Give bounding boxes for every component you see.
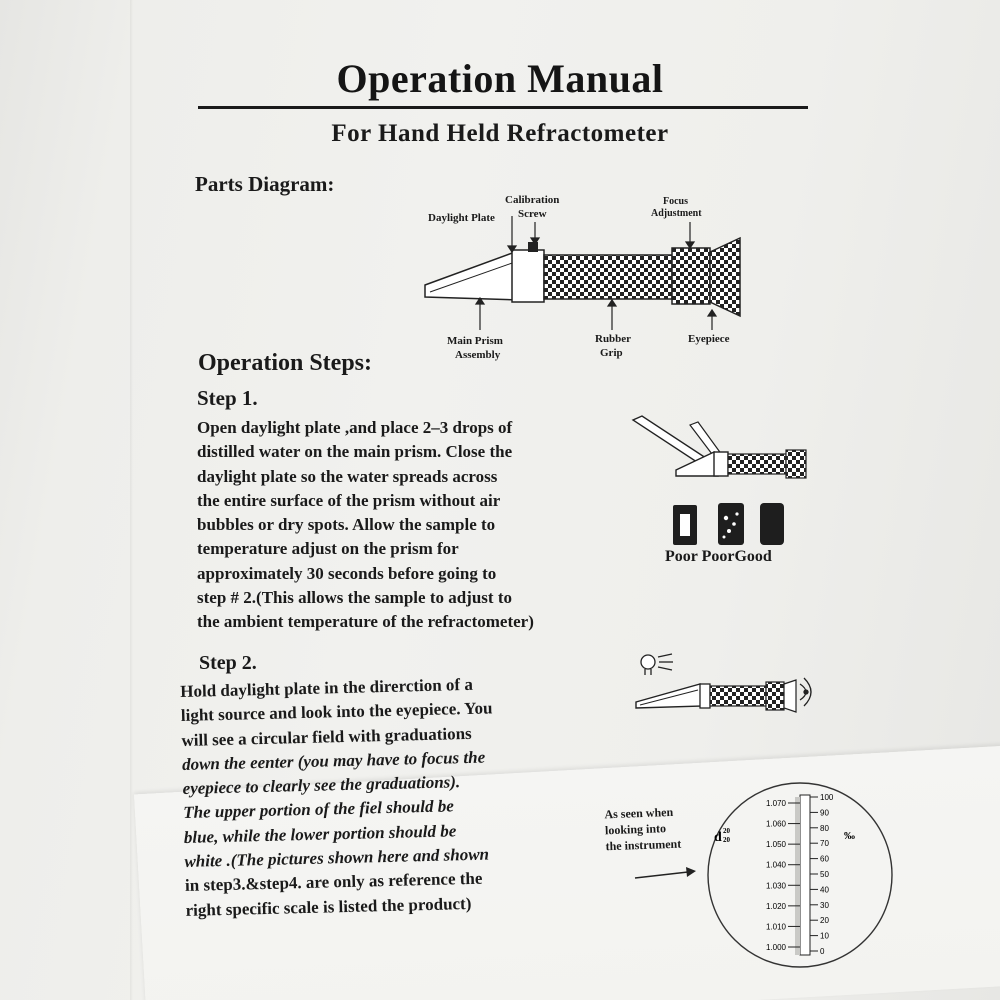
step1-line: daylight plate so the water spreads across [197, 466, 498, 486]
permille-symbol: ‰ [844, 830, 855, 842]
label-eyepiece: Eyepiece [688, 333, 730, 345]
sg-tick-label: 1.010 [765, 922, 786, 932]
percent-tick-label: 40 [820, 885, 829, 895]
percent-tick-label: 30 [820, 900, 829, 910]
as-seen-line: the instrument [605, 836, 682, 854]
label-daylight-plate: Daylight Plate [428, 212, 495, 224]
step1-line: approximately 30 seconds before going to [197, 563, 497, 583]
percent-tick-label: 20 [820, 916, 829, 926]
as-seen-line: As seen when [604, 804, 674, 822]
sg-tick-label: 1.050 [765, 840, 786, 850]
sample-quality-labels: Poor PoorGood [665, 548, 772, 565]
label-assembly: Assembly [455, 349, 501, 361]
percent-tick-label: 60 [820, 854, 829, 864]
sg-tick-label: 1.030 [765, 881, 786, 891]
step1-line: Open daylight plate ,and place 2–3 drops of [197, 418, 513, 437]
sg-tick-label: 1.060 [765, 819, 786, 829]
d-subscript: 20 [723, 836, 730, 844]
percent-tick-label: 70 [820, 839, 829, 849]
step2-line: blue, while the lower portion should be [183, 821, 457, 847]
step2-line: will see a circular field with graduations [181, 723, 472, 750]
step1-line: distilled water on the main prism. Close the [197, 442, 513, 462]
scale-bar [800, 795, 810, 955]
label-main-prism: Main Prism [447, 335, 503, 347]
step1-line: step # 2.(This allows the sample to adjust to [197, 588, 512, 608]
sg-tick-label: 1.040 [765, 860, 786, 870]
percent-tick-label: 90 [820, 808, 829, 818]
sg-tick-label: 1.070 [765, 799, 786, 808]
percent-tick-label: 80 [820, 823, 829, 833]
percent-tick-label: 50 [820, 870, 829, 879]
label-calibration: Calibration [505, 194, 560, 206]
page-subtitle: For Hand Held Refractometer [331, 120, 669, 147]
sg-tick-label: 1.020 [765, 901, 786, 911]
step1-line: the ambient temperature of the refractometer) [197, 612, 534, 632]
label-adjustment: Adjustment [651, 208, 702, 219]
sg-tick-label: 1.000 [765, 943, 786, 952]
d-symbol: d [714, 830, 722, 845]
operation-steps-heading: Operation Steps: [198, 350, 372, 376]
label-rubber: Rubber [595, 333, 632, 345]
as-seen-line: looking into [604, 821, 667, 838]
label-focus: Focus [663, 196, 688, 207]
step2-line: in step3.&step4. are only as reference the [184, 869, 483, 896]
percent-tick-label: 0 [820, 947, 825, 956]
step2-line: right specific scale is listed the product) [185, 893, 472, 920]
percent-tick-label: 100 [820, 793, 834, 802]
step2-line: light source and look into the eyepiece. You [180, 698, 493, 726]
step1-heading: Step 1. [197, 386, 258, 410]
d-superscript: 20 [723, 827, 730, 835]
scale-view [700, 775, 900, 975]
page-title: Operation Manual [336, 56, 664, 101]
step2-line: Hold daylight plate in the direrction of a [180, 674, 474, 701]
step2-line: The upper portion of the fiel should be [183, 796, 455, 823]
step2-line: down the eenter (you may have to focus the [181, 747, 486, 774]
step2-heading: Step 2. [199, 652, 257, 674]
percent-tick-label: 10 [820, 931, 829, 941]
label-grip: Grip [600, 347, 623, 359]
step1-line: the entire surface of the prism without air [197, 490, 501, 510]
step1-line: temperature adjust on the prism for [197, 539, 459, 559]
step2-line: white .(The pictures shown here and shown [184, 844, 490, 872]
label-screw: Screw [518, 208, 547, 220]
step1-line: bubbles or dry spots. Allow the sample to [197, 515, 496, 535]
parts-diagram-heading: Parts Diagram: [195, 172, 335, 196]
step2-line: eyepiece to clearly see the graduations). [182, 772, 461, 799]
